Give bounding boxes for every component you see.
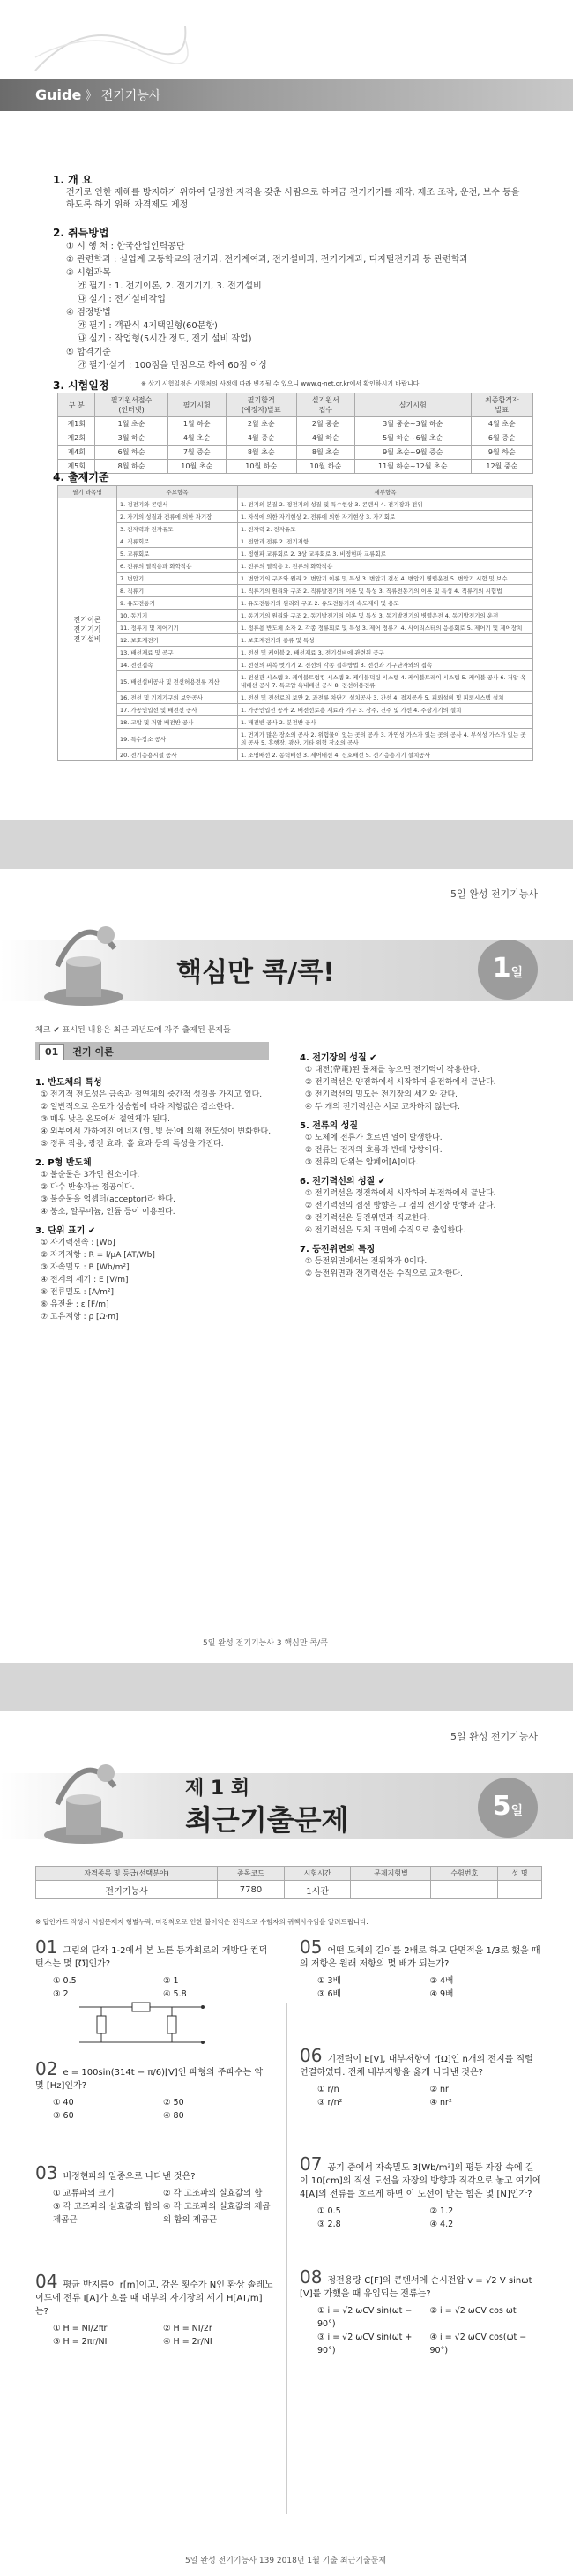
criteria-row: [58, 511, 533, 523]
criteria-detail: 1. 전선의 피복 벗기기 2. 전선의 각종 접속방법 3. 전선과 기구단자와의 접속: [238, 659, 533, 671]
option: ③ H = 2πr/NI: [53, 2337, 108, 2347]
section-label: 전기 이론: [72, 1046, 114, 1058]
acquire-line: ㉯ 실기 : 전기설비작업: [66, 295, 166, 304]
info-header: 자격종목 및 등급(선택분야): [36, 1867, 218, 1881]
page-past-exam: [0, 1711, 573, 2576]
schedule-row: [58, 431, 533, 446]
criteria-item: 5. 교류회로: [117, 548, 238, 560]
schedule-cell: 5월 하순~6월 초순: [354, 431, 471, 446]
question: [300, 2266, 542, 2357]
criteria-row: [58, 716, 533, 729]
criteria-item: 17. 가공인입선 및 배전선 공사: [117, 704, 238, 716]
criteria-detail: 1. 전압과 전류 2. 전기저항: [238, 535, 533, 548]
option: ④ 5.8: [163, 1989, 187, 1999]
question-number: 07: [300, 2153, 323, 2175]
section-acquire-list: [66, 240, 542, 372]
info-value: [431, 1881, 498, 1899]
page-footer: 5일 완성 전기기능사 139 2018년 1월 기출 최근기출문제: [185, 2557, 387, 2565]
question-body: 어떤 도체의 길이를 2배로 하고 단면적을 1/3로 했을 때의 저항은 원래 저항의 몇 배가 되는가?: [300, 1946, 540, 1969]
question-body: e = 100sin(314t − π/6)[V]인 파형의 주파수는 약 몇 [Hz]인가?: [35, 2068, 264, 2091]
schedule-cell: 9월 초순~9월 중순: [354, 446, 471, 460]
schedule-cell: 제4회: [58, 446, 95, 460]
schedule-header: 실기시험: [354, 393, 471, 417]
topic-line: ① 전기력선은 정전하에서 시작하여 부전하에서 끝난다.: [305, 1189, 496, 1198]
question-body: 그림의 단자 1-2에서 본 노튼 등가회로의 개방단 컨덕턴스는 몇 [℧]인가?: [35, 1946, 268, 1969]
option: ② i = √2 ωCV cos ωt: [429, 2306, 517, 2316]
criteria-item: 1. 정전기와 콘덴서: [117, 498, 238, 511]
question-body: 정전용량 C[F]의 콘덴서에 순시전압 v = √2 V sinωt [V]를 가했을 때 유입되는 전류는?: [300, 2276, 532, 2299]
schedule-row: [58, 460, 533, 474]
question-text: [35, 2162, 273, 2183]
question: [35, 1936, 273, 2001]
option: ③ 2: [53, 1989, 69, 1999]
acquire-line: ㉮ 필기·실기 : 100점을 만점으로 하여 60점 이상: [66, 361, 268, 371]
schedule-cell: 6월 하순: [95, 446, 167, 460]
criteria-item: 6. 전류의 열작용과 화학작용: [117, 560, 238, 573]
page-title: 최근기출문제: [185, 1803, 349, 1837]
question-text: [300, 2266, 542, 2301]
question: [35, 2162, 273, 2227]
exam-round: 제 1 회: [185, 1778, 250, 1800]
topic-line: ② 전기력선은 양전하에서 시작하여 음전하에서 끝난다.: [305, 1078, 496, 1087]
topic-line: ③ 전기력선은 등전위면과 직교한다.: [305, 1214, 430, 1223]
schedule-cell: 8월 초순: [226, 446, 296, 460]
question-options: [35, 1974, 273, 2001]
topic-line: ④ 외부에서 가하여진 에너지(열, 빛 등)에 의해 전도성이 변화한다.: [41, 1127, 272, 1136]
schedule-cell: 3월 하순: [95, 431, 167, 446]
criteria-row: [58, 659, 533, 671]
schedule-cell: 제2회: [58, 431, 95, 446]
decorative-swirl: [31, 18, 190, 79]
topic-line: ③ 전류의 단위는 암페어[A]이다.: [305, 1158, 419, 1167]
criteria-row: [58, 749, 533, 761]
question: [300, 2153, 542, 2231]
left-column: [35, 1070, 273, 1323]
criteria-header: 필기 과목명: [58, 486, 117, 498]
option: ④ H = 2r/NI: [163, 2337, 212, 2347]
topic-line: ② 등전위면과 전기력선은 수직으로 교차한다.: [305, 1269, 463, 1278]
criteria-row: [58, 671, 533, 692]
question: [300, 2045, 542, 2109]
criteria-detail: 1. 전자력 2. 전자유도: [238, 523, 533, 535]
question-body: 기전력이 E[V], 내부저항이 r[Ω]인 n개의 전지를 직렬 연결하였다. 전체 내부저항을 옳게 나타낸 것은?: [300, 2055, 533, 2078]
criteria-row: [58, 523, 533, 535]
criteria-item: 9. 유도전동기: [117, 597, 238, 610]
acquire-line: ③ 시험과목: [66, 268, 111, 278]
topic-line: ④ 전계의 세기 : E [V/m]: [41, 1276, 129, 1284]
criteria-item: 11. 정류기 및 제어기기: [117, 622, 238, 634]
criteria-row: [58, 692, 533, 704]
question-body: 비정현파의 일종으로 나타낸 것은?: [63, 2172, 196, 2182]
topic-line: ② 다수 반송자는 정공이다.: [41, 1183, 135, 1192]
topic-line: ③ 매우 낮은 온도에서 절연체가 된다.: [41, 1115, 170, 1124]
info-header: 수험번호: [431, 1867, 498, 1881]
criteria-item: 19. 특수장소 공사: [117, 729, 238, 749]
page-footer: 5일 완성 전기기능사 3 핵심만 콕/콕: [203, 1639, 328, 1648]
criteria-row: [58, 729, 533, 749]
day-badge: 1일: [478, 940, 538, 1000]
info-header: 성 명: [498, 1867, 542, 1881]
option: ④ i = √2 ωCV cos(ωt − 90°): [429, 2333, 527, 2355]
question-number: 04: [35, 2271, 58, 2292]
option: ① i = √2 ωCV sin(ωt − 90°): [317, 2306, 413, 2329]
info-value: [351, 1881, 431, 1899]
criteria-item: 15. 배선설비공사 및 전선허용전류 계산: [117, 671, 238, 692]
section-schedule-title: 3. 시험일정: [53, 379, 109, 392]
question-number: 08: [300, 2266, 323, 2288]
topic-line: ⑦ 고유저항 : ρ [Ω·m]: [41, 1313, 119, 1322]
question-options: [300, 1974, 542, 2001]
topic-heading: 5. 전류의 성질: [300, 1121, 359, 1131]
criteria-detail: 1. 유도전동기의 원리와 구조 2. 유도전동기의 속도제어 및 용도: [238, 597, 533, 610]
criteria-detail: 1. 정류용 반도체 소자 2. 각종 정류회로 및 특성 3. 제어 정류기 4. 사이리스터의 응용회로 5. 제어기 및 제어장치: [238, 622, 533, 634]
question-number: 06: [300, 2045, 323, 2066]
criteria-table: [57, 485, 533, 761]
criteria-item: 7. 변압기: [117, 573, 238, 585]
option: ② H = NI/2r: [163, 2324, 212, 2333]
question: [35, 2058, 273, 2123]
page-gap: [0, 820, 573, 869]
question-options: [300, 2205, 542, 2231]
option: ④ 각 고조파의 실효값의 제곱의 합의 제곱근: [163, 2202, 271, 2225]
question-text: [35, 2058, 273, 2093]
coins-illustration: [31, 1751, 137, 1848]
question-text: [300, 2045, 542, 2079]
option: ③ 6배: [317, 1989, 341, 1999]
criteria-detail: 1. 전선관 시스템 2. 케이블트렁킹 시스템 3. 케이블덕팅 시스템 4. 케이블트레이 시스템 5. 케이블 공사 6. 저압 옥내배선 공사 7. 특고압 옥내배선 공사 8. 전선허용전류: [238, 671, 533, 692]
section-number: 01: [39, 1044, 64, 1060]
topic-line: ② 자기저항 : R = l/μA [AT/Wb]: [41, 1251, 155, 1260]
info-value: 7780: [218, 1881, 285, 1899]
option: ④ 80: [163, 2111, 184, 2121]
question-options: [300, 2304, 542, 2357]
criteria-detail: 1. 가공인입선 공사 2. 배전선로용 재료와 기구 3. 장주, 건주 및 가선 4. 주상기기의 설치: [238, 704, 533, 716]
criteria-detail: 1. 보호계전기의 종류 및 특성: [238, 634, 533, 647]
criteria-item: 10. 동기기: [117, 610, 238, 622]
criteria-row: [58, 585, 533, 597]
criteria-item: 20. 전기응용시설 공사: [117, 749, 238, 761]
topic-line: ③ 불순물을 억셉터(acceptor)라 한다.: [41, 1195, 175, 1204]
section-bar: [35, 1042, 269, 1060]
option: ① H = NI/2πr: [53, 2324, 108, 2333]
option: ② 50: [163, 2098, 184, 2108]
section-overview-title: 1. 개 요: [53, 174, 93, 186]
option: ② 1: [163, 1976, 179, 1986]
schedule-cell: 10월 초순: [167, 460, 226, 474]
schedule-cell: 3월 중순~3월 하순: [354, 417, 471, 431]
day-badge: 5일: [478, 1778, 538, 1838]
option: ③ r/n²: [317, 2098, 343, 2108]
schedule-cell: 9월 하순: [471, 446, 532, 460]
question-options: [35, 2096, 273, 2123]
schedule-cell: 제5회: [58, 460, 95, 474]
guide-title: Guide 》 전기기능사: [35, 86, 161, 103]
question-options: [35, 2187, 273, 2227]
right-column: [300, 1045, 542, 1280]
topic-line: ③ 전기력선의 밀도는 전기장의 세기와 같다.: [305, 1090, 458, 1099]
option: ② nr: [429, 2085, 449, 2094]
schedule-header: 필기합격 (예정자)발표: [226, 393, 296, 417]
page-guide: [0, 0, 573, 820]
criteria-item: 2. 자기의 성질과 전류에 의한 자기장: [117, 511, 238, 523]
criteria-detail: 1. 정현파 교류회로 2. 3상 교류회로 3. 비정현파 교류회로: [238, 548, 533, 560]
schedule-cell: 4월 중순: [226, 431, 296, 446]
acquire-line: ㉯ 실기 : 작업형(5시간 정도, 전기 설비 작업): [66, 334, 252, 344]
option: ① r/n: [317, 2085, 339, 2094]
criteria-item: 14. 전선접속: [117, 659, 238, 671]
schedule-header: 구 분: [58, 393, 95, 417]
schedule-header: 필기시험: [167, 393, 226, 417]
topic-line: ① 불순물은 3가인 원소이다.: [41, 1171, 140, 1179]
criteria-detail: 1. 먼지가 많은 장소의 공사 2. 위험물이 있는 곳의 공사 3. 가연성 가스가 있는 곳의 공사 4. 부식성 가스가 있는 곳의 공사 5. 흥행장, 광산, 기타 위험 장소의 공사: [238, 729, 533, 749]
column-divider: [286, 2003, 287, 2514]
option: ① 3배: [317, 1976, 341, 1986]
info-header: 문제지형별: [351, 1867, 431, 1881]
topic-heading: 6. 전기력선의 성질 ✔: [300, 1177, 386, 1187]
info-value: 전기기능사: [36, 1881, 218, 1899]
option: ③ 각 고조파의 실효값의 합의 제곱근: [53, 2202, 160, 2225]
schedule-cell: 12월 중순: [471, 460, 532, 474]
schedule-cell: 11월 하순~12월 초순: [354, 460, 471, 474]
page-header: 5일 완성 전기기능사: [450, 1731, 538, 1742]
criteria-row: [58, 610, 533, 622]
criteria-detail: 1. 배전반 공사 2. 분전반 공사: [238, 716, 533, 729]
schedule-cell: 4월 하순: [296, 431, 354, 446]
check-legend: 체크 ✔ 표시된 내용은 최근 과년도에 자주 출제된 문제들: [35, 1026, 231, 1035]
criteria-item: 18. 고압 및 저압 배전반 공사: [117, 716, 238, 729]
schedule-header: 최종합격자 발표: [471, 393, 532, 417]
schedule-cell: 8월 초순: [296, 446, 354, 460]
exam-info-table: [35, 1866, 542, 1899]
schedule-cell: 6월 중순: [471, 431, 532, 446]
schedule-cell: 2월 중순: [296, 417, 354, 431]
criteria-item: 12. 보호계전기: [117, 634, 238, 647]
question-text: [300, 2153, 542, 2201]
topic-line: ② 전기력선의 접선 방향은 그 점의 전기장 방향과 같다.: [305, 1202, 496, 1210]
topic-line: ① 대전(帶電)된 물체를 놓으면 전기력이 작용한다.: [305, 1066, 480, 1075]
criteria-row: [58, 560, 533, 573]
criteria-detail: 1. 동기기의 원리와 구조 2. 동기발전기의 이론 및 특성 3. 동기발전기의 병렬운전 4. 동기발전기의 운전: [238, 610, 533, 622]
topic-line: ② 일반적으로 온도가 상승함에 따라 저항값은 감소한다.: [41, 1103, 234, 1112]
topic-line: ② 전류는 전자의 흐름과 반대 방향이다.: [305, 1146, 443, 1155]
schedule-table: [57, 393, 533, 474]
question-body: 공기 중에서 자속밀도 3[Wb/m²]의 평등 자장 속에 길이 10[cm]의 직선 도선을 자장의 방향과 직각으로 놓고 여기에 4[A]의 전류를 흐르게 하면 이 도선이 받는 힘은 몇 [N]인가?: [300, 2163, 541, 2199]
schedule-cell: 1월 초순: [95, 417, 167, 431]
question-number: 03: [35, 2162, 58, 2183]
option: ③ i = √2 ωCV sin(ωt + 90°): [317, 2333, 413, 2355]
topic-line: ⑤ 전류밀도 : [A/m²]: [41, 1288, 115, 1297]
topic-line: ① 도체에 전류가 흐르면 열이 발생한다.: [305, 1134, 443, 1142]
acquire-line: ① 시 행 처 : 한국산업인력공단: [66, 242, 185, 251]
criteria-row: [58, 597, 533, 610]
question-text: [35, 2271, 273, 2318]
page-core-summary: [0, 869, 573, 1663]
schedule-cell: 4월 초순: [471, 417, 532, 431]
topic-heading: 1. 반도체의 특성: [35, 1078, 102, 1088]
schedule-cell: 2월 초순: [226, 417, 296, 431]
option: ③ 60: [53, 2111, 74, 2121]
info-header: 종목코드: [218, 1867, 285, 1881]
schedule-note: ※ 상기 시험일정은 시행처의 사정에 따라 변경될 수 있으니 www.q-net.or.kr에서 확인하시기 바랍니다.: [141, 380, 421, 387]
criteria-detail: 1. 전기의 본질 2. 정전기의 성질 및 특수현상 3. 콘덴서 4. 전기장과 전위: [238, 498, 533, 511]
schedule-cell: 제1회: [58, 417, 95, 431]
criteria-row: [58, 647, 533, 659]
info-header: 시험시간: [284, 1867, 351, 1881]
schedule-cell: 1월 하순: [167, 417, 226, 431]
criteria-row: [58, 634, 533, 647]
criteria-detail: 1. 변압기의 구조와 원리 2. 변압기 이론 및 특성 3. 변압기 결선 4. 변압기 병렬운전 5. 변압기 시험 및 보수: [238, 573, 533, 585]
schedule-row: [58, 446, 533, 460]
schedule-header: 실기원서 접수: [296, 393, 354, 417]
topic-heading: 7. 등전위면의 특징: [300, 1245, 376, 1254]
schedule-cell: 7월 중순: [167, 446, 226, 460]
option: ① 교류파의 크기: [53, 2189, 115, 2198]
criteria-subject: 전기이론 전기기기 전기설비: [58, 498, 117, 761]
topic-line: ⑤ 정류 작용, 광전 효과, 홀 효과 등의 특성을 가진다.: [41, 1140, 224, 1149]
criteria-item: 8. 직류기: [117, 585, 238, 597]
acquire-line: ② 관련학과 : 실업계 고등학교의 전기과, 전기계여과, 전기설비과, 전기기계과, 디지털전기과 등 관련학과: [66, 255, 469, 265]
criteria-item: 13. 배선재료 및 공구: [117, 647, 238, 659]
schedule-cell: 10월 하순: [296, 460, 354, 474]
option: ④ nr²: [429, 2098, 452, 2108]
option: ① 0.5: [53, 1976, 77, 1986]
criteria-row: [58, 498, 533, 511]
option: ④ 4.2: [429, 2220, 454, 2229]
section-criteria-title: 4. 출제기준: [53, 471, 109, 483]
schedule-row: [58, 417, 533, 431]
schedule-cell: 8월 하순: [95, 460, 167, 474]
section-overview-body: 전기로 인한 재해를 방지하기 위하여 일정한 자격을 갖춘 사람으로 하여금 전기기기를 제작, 제조 조작, 운전, 보수 등을 하도록 하기 위해 자격제도 제정: [66, 188, 520, 210]
info-value: 1시간: [284, 1881, 351, 1899]
schedule-cell: 10월 하순: [226, 460, 296, 474]
topic-heading: 2. P형 반도체: [35, 1158, 92, 1168]
exam-note: ※ 답안카드 작성시 시험문제지 형별누락, 마킹착오로 인한 불이익은 전적으로 수험자의 귀책사유임을 알려드립니다.: [35, 1918, 368, 1926]
option: ④ 9배: [429, 1989, 454, 1999]
criteria-row: [58, 622, 533, 634]
acquire-line: ⑤ 합격기준: [66, 348, 111, 357]
option: ③ 2.8: [317, 2220, 341, 2229]
question: [300, 1936, 542, 2001]
coins-illustration: [31, 913, 137, 1010]
info-value: [498, 1881, 542, 1899]
schedule-header: 필기원서접수 (인터넷): [95, 393, 167, 417]
criteria-item: 3. 전자력과 전자유도: [117, 523, 238, 535]
question: [35, 2271, 273, 2348]
question-text: [300, 1936, 542, 1971]
criteria-row: [58, 535, 533, 548]
question-text: [35, 1936, 273, 1971]
section-acquire-title: 2. 취득방법: [53, 227, 109, 239]
criteria-header: 세부항목: [238, 486, 533, 498]
criteria-detail: 1. 전선 및 전선로의 보안 2. 과전류 차단기 설치공사 3. 간선 4. 접지공사 5. 피뢰설비 및 피뢰시스템 설치: [238, 692, 533, 704]
topic-line: ④ 붕소, 알루미늄, 인듐 등이 이용된다.: [41, 1208, 175, 1217]
criteria-item: 16. 전선 및 기계기구의 보안공사: [117, 692, 238, 704]
topic-line: ④ 전기력선은 도체 표면에 수직으로 출입한다.: [305, 1226, 465, 1235]
topic-line: ① 자기력선속 : [Wb]: [41, 1239, 115, 1247]
circuit-diagram: [71, 1998, 220, 2051]
question-number: 05: [300, 1936, 323, 1958]
schedule-cell: 4월 초순: [167, 431, 226, 446]
topic-line: ③ 자속밀도 : B [Wb/m²]: [41, 1263, 130, 1272]
criteria-item: 4. 직류회로: [117, 535, 238, 548]
question-options: [35, 2322, 273, 2348]
criteria-detail: 1. 전류의 열작용 2. 전류의 화학작용: [238, 560, 533, 573]
acquire-line: ④ 검정방법: [66, 308, 111, 318]
criteria-detail: 1. 자석에 의한 자기현상 2. 전류에 의한 자기현상 3. 자기회로: [238, 511, 533, 523]
option: ① 40: [53, 2098, 74, 2108]
question-number: 02: [35, 2058, 58, 2079]
question-number: 01: [35, 1936, 58, 1958]
criteria-detail: 1. 조명배선 2. 동력배선 3. 제어배선 4. 신호배선 5. 전기응용기기 설치공사: [238, 749, 533, 761]
criteria-row: [58, 573, 533, 585]
option: ② 각 고조파의 실효값의 합: [163, 2189, 263, 2198]
option: ② 4배: [429, 1976, 454, 1986]
criteria-detail: 1. 전선 및 케이블 2. 배선재료 3. 전기설비에 관련된 공구: [238, 647, 533, 659]
acquire-line: ㉮ 필기 : 객관식 4지택일형(60문항): [66, 321, 218, 331]
option: ② 1.2: [429, 2206, 454, 2216]
criteria-header: 주요항목: [117, 486, 238, 498]
page-gap: [0, 1663, 573, 1711]
topic-line: ① 등전위면에서는 전위차가 0이다.: [305, 1257, 428, 1266]
topic-line: ① 전기적 전도성은 금속과 절연체의 중간적 성질을 가지고 있다.: [41, 1090, 263, 1099]
option: ① 0.5: [317, 2206, 341, 2216]
criteria-row: [58, 548, 533, 560]
acquire-line: ㉮ 필기 : 1. 전기이론, 2. 전기기기, 3. 전기설비: [66, 281, 262, 291]
page-header: 5일 완성 전기기능사: [450, 888, 538, 900]
criteria-detail: 1. 직류기의 원리와 구조 2. 직류발전기의 이론 및 특성 3. 직류전동기의 이론 및 특성 4. 직류기의 시험법: [238, 585, 533, 597]
page-title: 핵심만 콕/콕!: [176, 957, 335, 988]
question-options: [300, 2083, 542, 2109]
topic-line: ④ 두 개의 전기력선은 서로 교차하지 않는다.: [305, 1103, 460, 1112]
topic-heading: 4. 전기장의 성질 ✔: [300, 1053, 377, 1063]
topic-heading: 3. 단위 표기 ✔: [35, 1226, 96, 1236]
questions-right: [300, 1936, 542, 2375]
criteria-row: [58, 704, 533, 716]
question-body: 평균 반지름이 r[m]이고, 감은 횟수가 N인 환상 솔레노이드에 전류 I[A]가 흐를 때 내부의 자기장의 세기 H[AT/m]는?: [35, 2280, 273, 2317]
topic-line: ⑥ 유전율 : ε [F/m]: [41, 1300, 109, 1309]
